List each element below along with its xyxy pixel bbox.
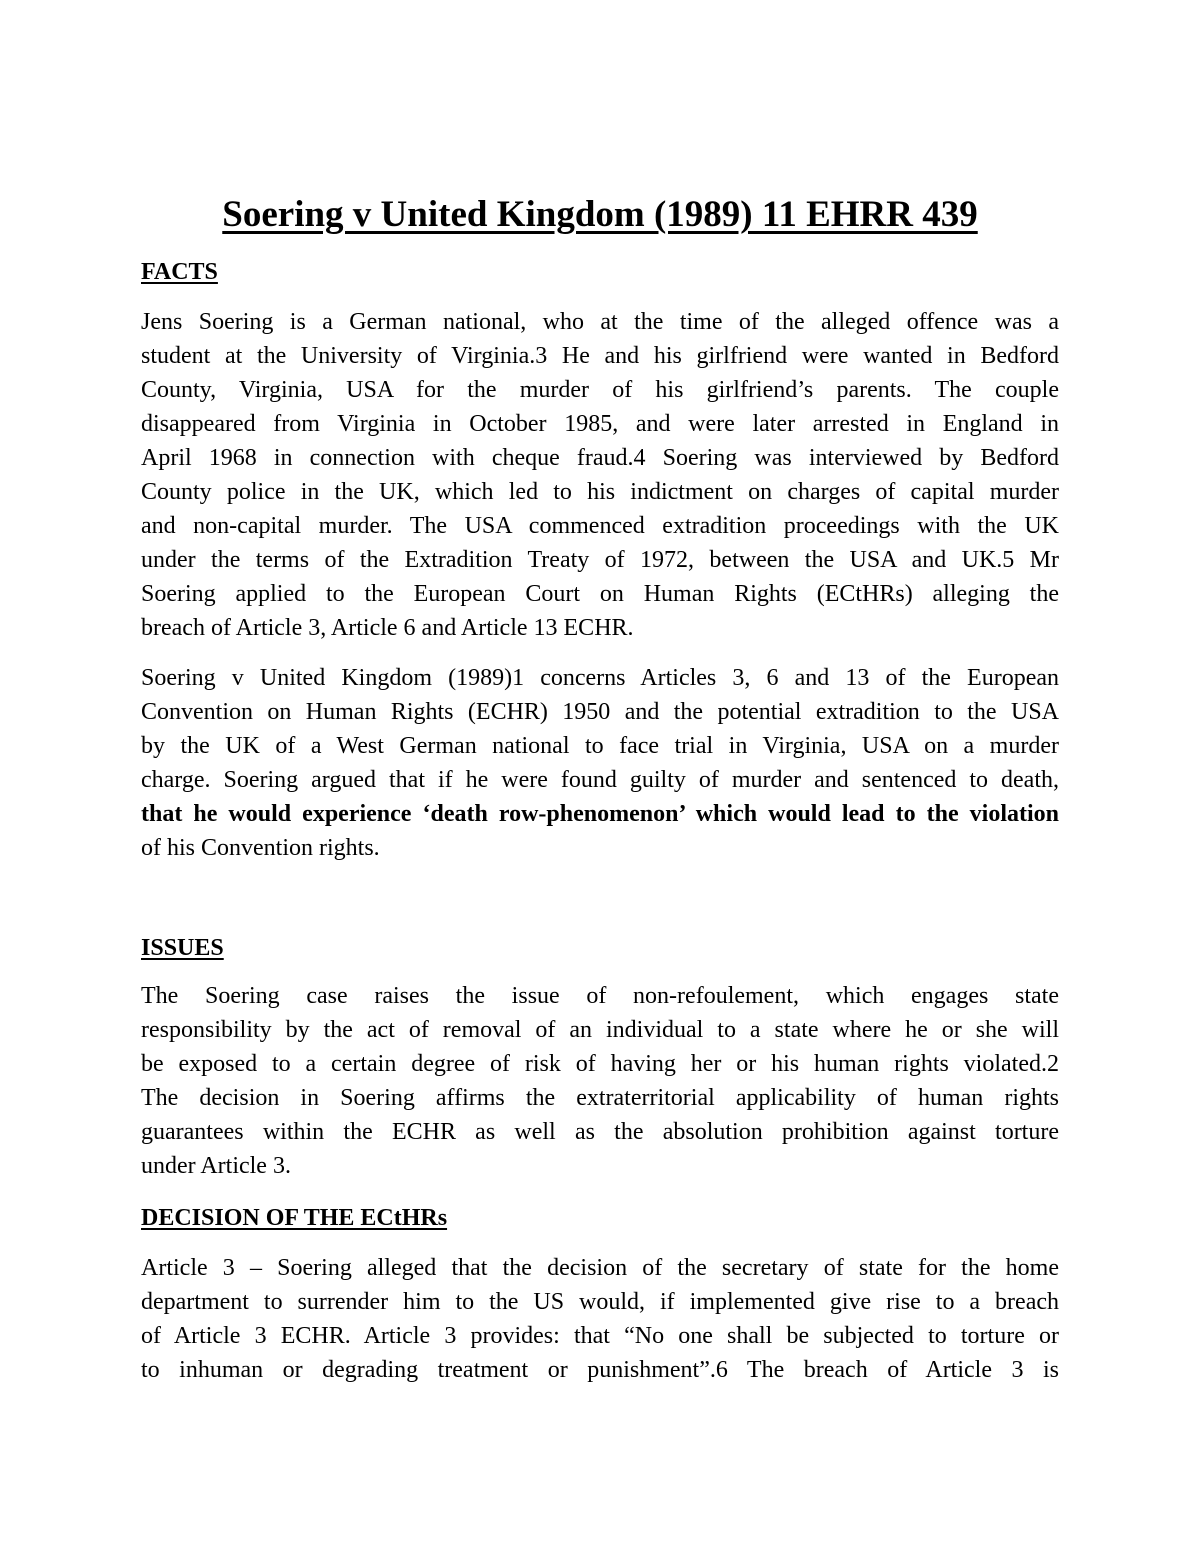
text-line: breach of Article 3, Article 6 and Article 13 ECHR. [141,615,634,641]
text-line: April 1968 in connection with cheque fraud.4 Soering was interviewed by Bedford [141,445,1059,471]
section-heading-decision: DECISION OF THE ECtHRs [141,1205,448,1231]
text-line: disappeared from Virginia in October 1985, and were later arrested in England in [141,411,1059,437]
text-line: of his Convention rights. [141,835,380,861]
text-line: under the terms of the Extradition Treaty of 1972, between the USA and UK.5 Mr [141,547,1059,573]
text-line: charge. Soering argued that if he were found guilty of murder and sentenced to death, [141,767,1059,793]
text-line: to inhuman or degrading treatment or punishment”.6 The breach of Article 3 is [141,1357,1059,1383]
text-line: and non-capital murder. The USA commenced extradition proceedings with the UK [141,513,1059,539]
text-line: County, Virginia, USA for the murder of his girlfriend’s parents. The couple [141,377,1059,403]
text-line: The Soering case raises the issue of non-refoulement, which engages state [141,983,1059,1009]
text-line: department to surrender him to the US would, if implemented give rise to a breach [141,1289,1059,1315]
text-line: of Article 3 ECHR. Article 3 provides: that “No one shall be subjected to torture or [141,1323,1059,1349]
text-line: be exposed to a certain degree of risk of having her or his human rights violated.2 [141,1051,1059,1077]
text-line: Soering applied to the European Court on Human Rights (ECtHRs) alleging the [141,581,1059,607]
text-line: County police in the UK, which led to his indictment on charges of capital murder [141,479,1059,505]
text-line: Convention on Human Rights (ECHR) 1950 and the potential extradition to the USA [141,699,1059,725]
text-line: student at the University of Virginia.3 He and his girlfriend were wanted in Bedford [141,343,1059,369]
text-line: by the UK of a West German national to face trial in Virginia, USA on a murder [141,733,1059,759]
text-line: that he would experience ‘death row-phenomenon’ which would lead to the violation [141,801,1059,827]
text-line: under Article 3. [141,1153,291,1179]
text-line: Soering v United Kingdom (1989)1 concerns Articles 3, 6 and 13 of the European [141,665,1059,691]
section-heading-facts: FACTS [141,259,218,285]
section-heading-issues: ISSUES [141,935,224,961]
text-line: guarantees within the ECHR as well as the absolution prohibition against torture [141,1119,1059,1145]
document-title: Soering v United Kingdom (1989) 11 EHRR 439 [222,194,978,235]
text-line: responsibility by the act of removal of an individual to a state where he or she will [141,1017,1059,1043]
text-line: Article 3 – Soering alleged that the decision of the secretary of state for the home [141,1255,1059,1281]
text-line: The decision in Soering affirms the extraterritorial applicability of human rights [141,1085,1059,1111]
text-line: Jens Soering is a German national, who at the time of the alleged offence was a [141,309,1059,335]
